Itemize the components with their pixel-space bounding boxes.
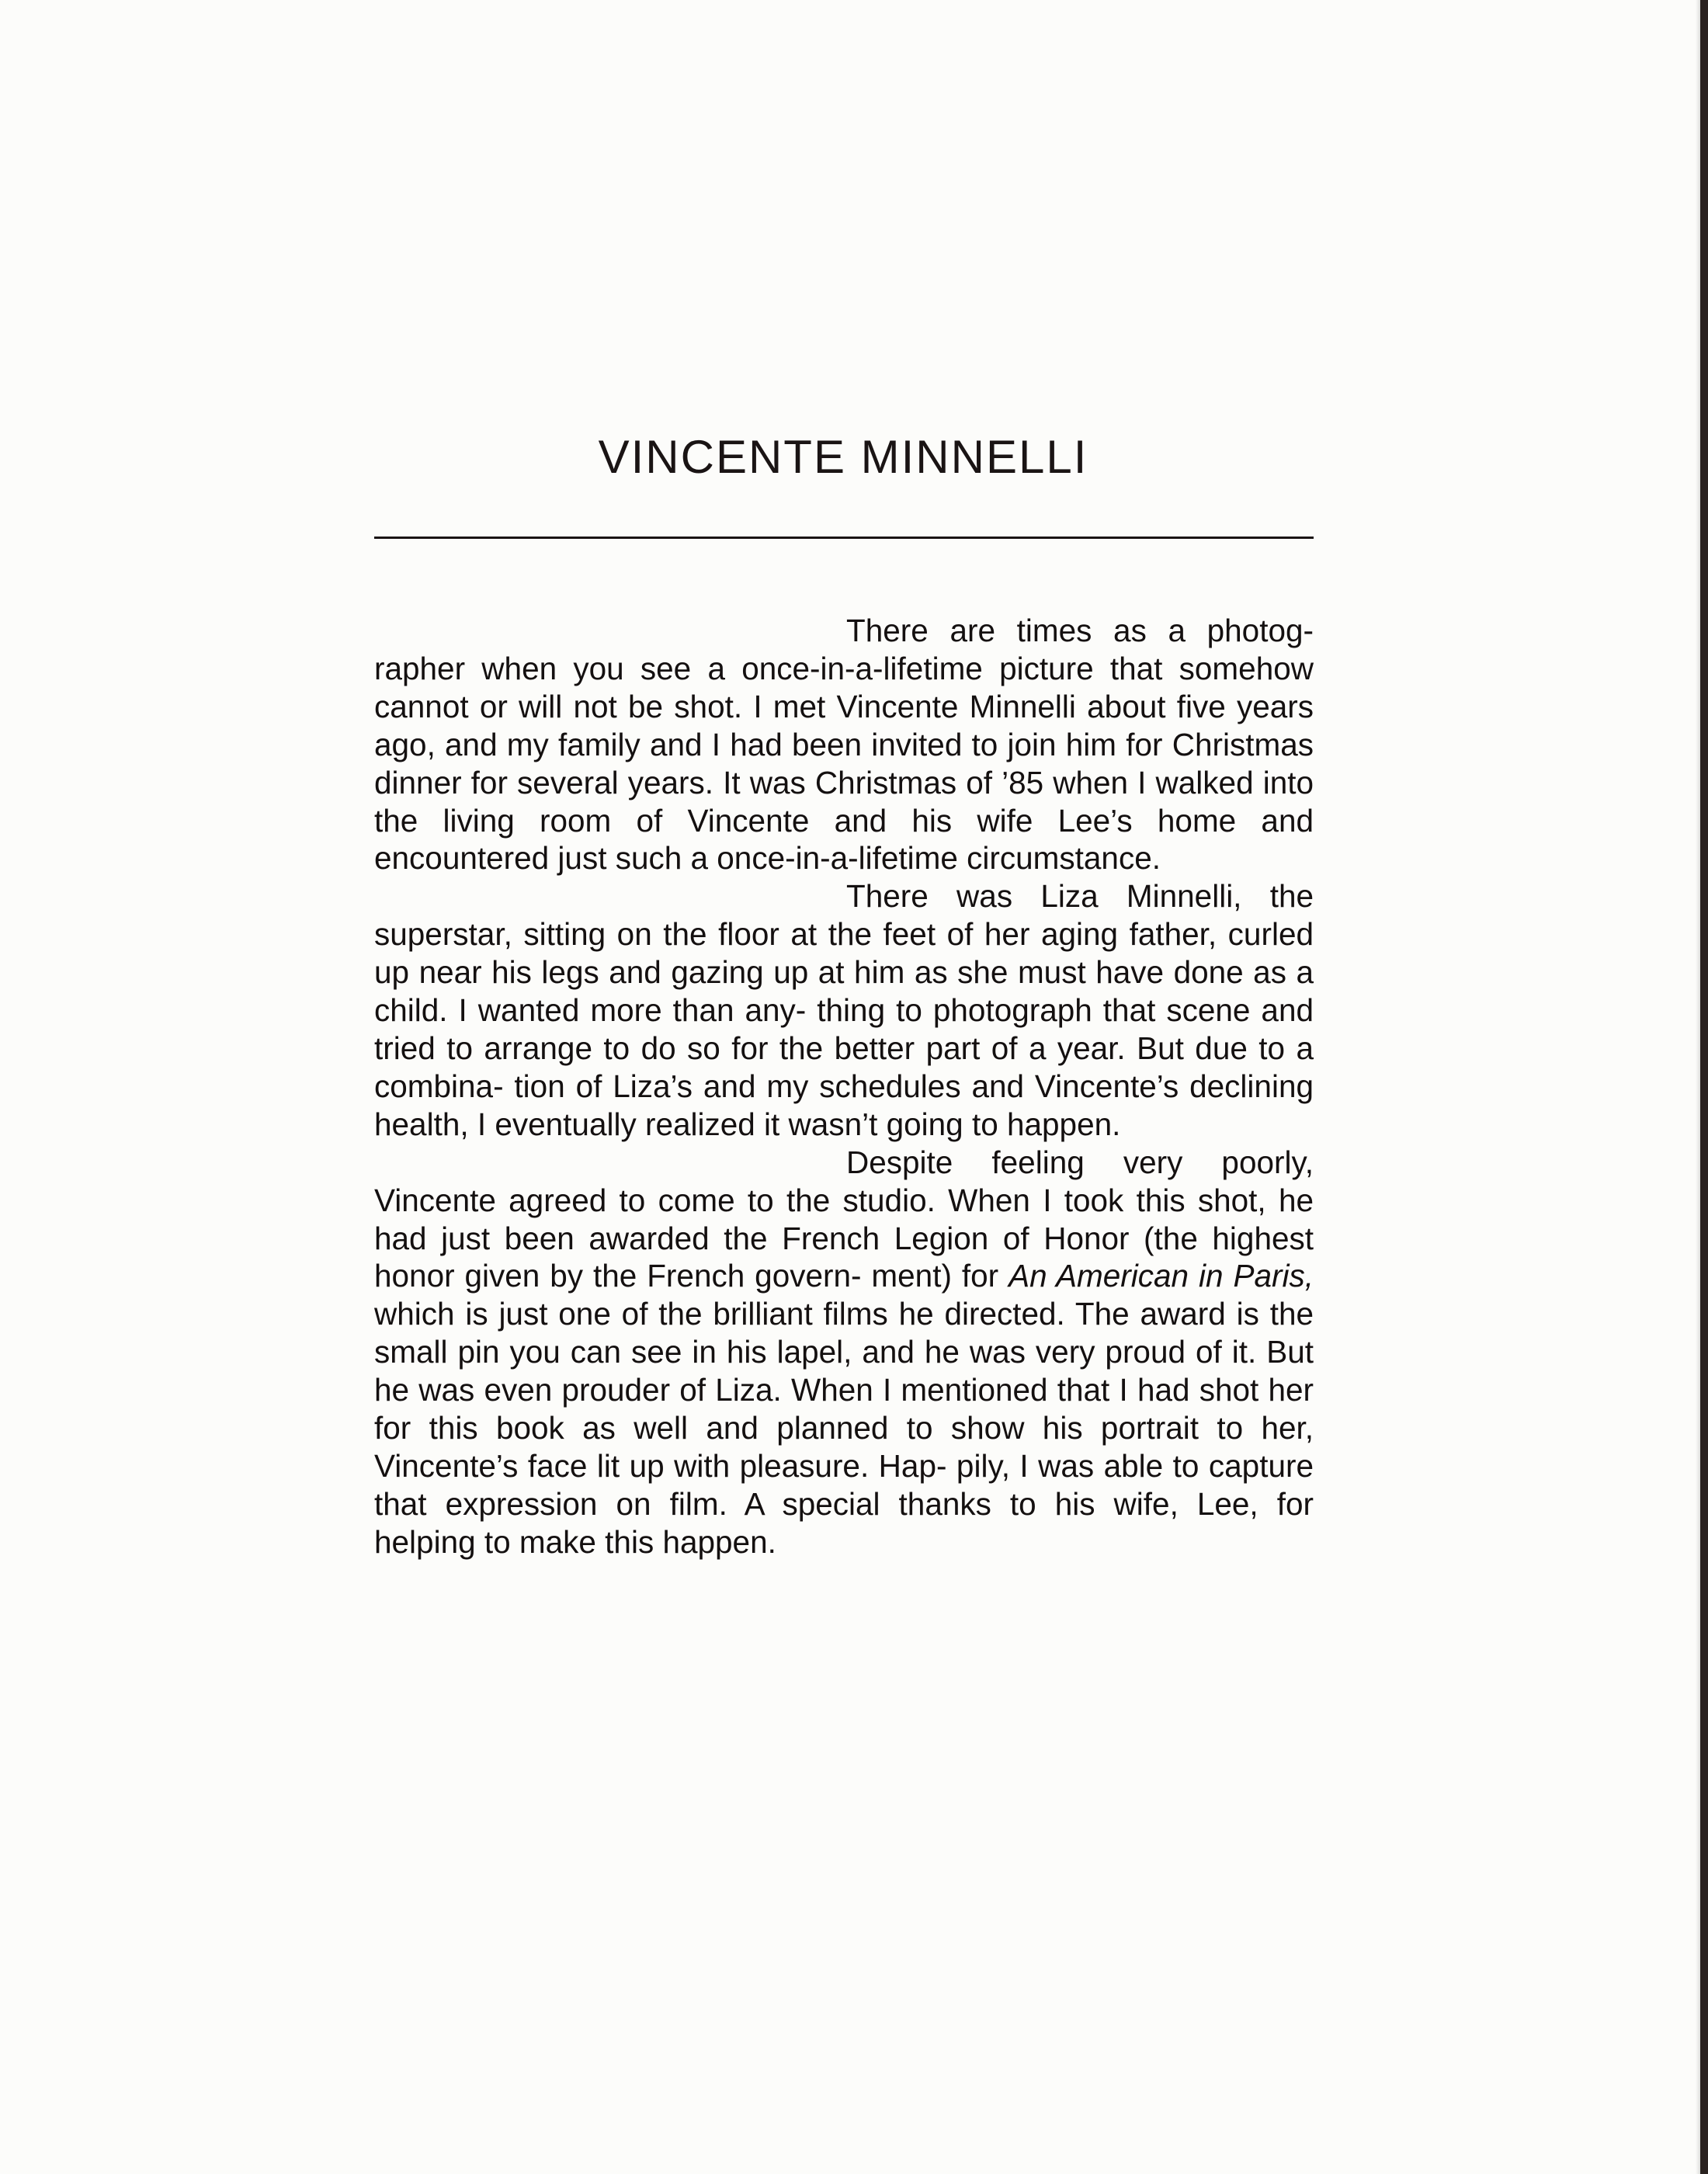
page-binding-edge	[1700, 0, 1708, 2174]
page-title: VINCENTE MINNELLI	[598, 431, 1088, 483]
paragraph-1: There are times as a photog- rapher when you see a once-in-a-lifetime picture that somehow cannot or will not be shot. I met Vincente Minnelli about five years ago, and my family and I had been invited to join him for Christmas dinner for several years. It was Christmas of ’85 when I walked into the living room of Vincente and his wife Lee’s home and encountered just such a once-in-a-lifetime circumstance.	[374, 613, 1314, 877]
paragraph-3-part-2: which is just one of the brilliant films he directed. The award is the small pin you can see in his lapel, and he was very proud of it. But he was even prouder of Liza. When I mentioned that I had shot her for this book as well and planned to show his portrait to her, Vincente’s face lit up with pleasure. Hap- pily, I was able to capture that expression on film. A special thanks to his wife, Lee, for helping to make this happen.	[374, 1296, 1314, 1560]
paragraph-2: There was Liza Minnelli, the superstar, sitting on the floor at the feet of her aging father, curled up near his legs and gazing up at him as she must have done as a child. I wanted more than any- thing to photograph that scene and tried to arrange to do so for the better part of a year. But due to a combina- tion of Liza’s and my schedules and Vincente’s declining health, I eventually realized it wasn’t going to happen.	[374, 878, 1314, 1142]
paragraph-3-part-1: Despite feeling very poorly, Vincente agreed to come to the studio. When I took this shot, he had just been awarded the French Legion of Honor (the highest honor given by the French govern- ment) for	[374, 1144, 1314, 1294]
title-divider	[374, 537, 1314, 539]
body-text	[374, 612, 1314, 1561]
paragraph-3	[374, 1144, 1314, 1561]
film-title: An American in Paris,	[1008, 1258, 1314, 1294]
